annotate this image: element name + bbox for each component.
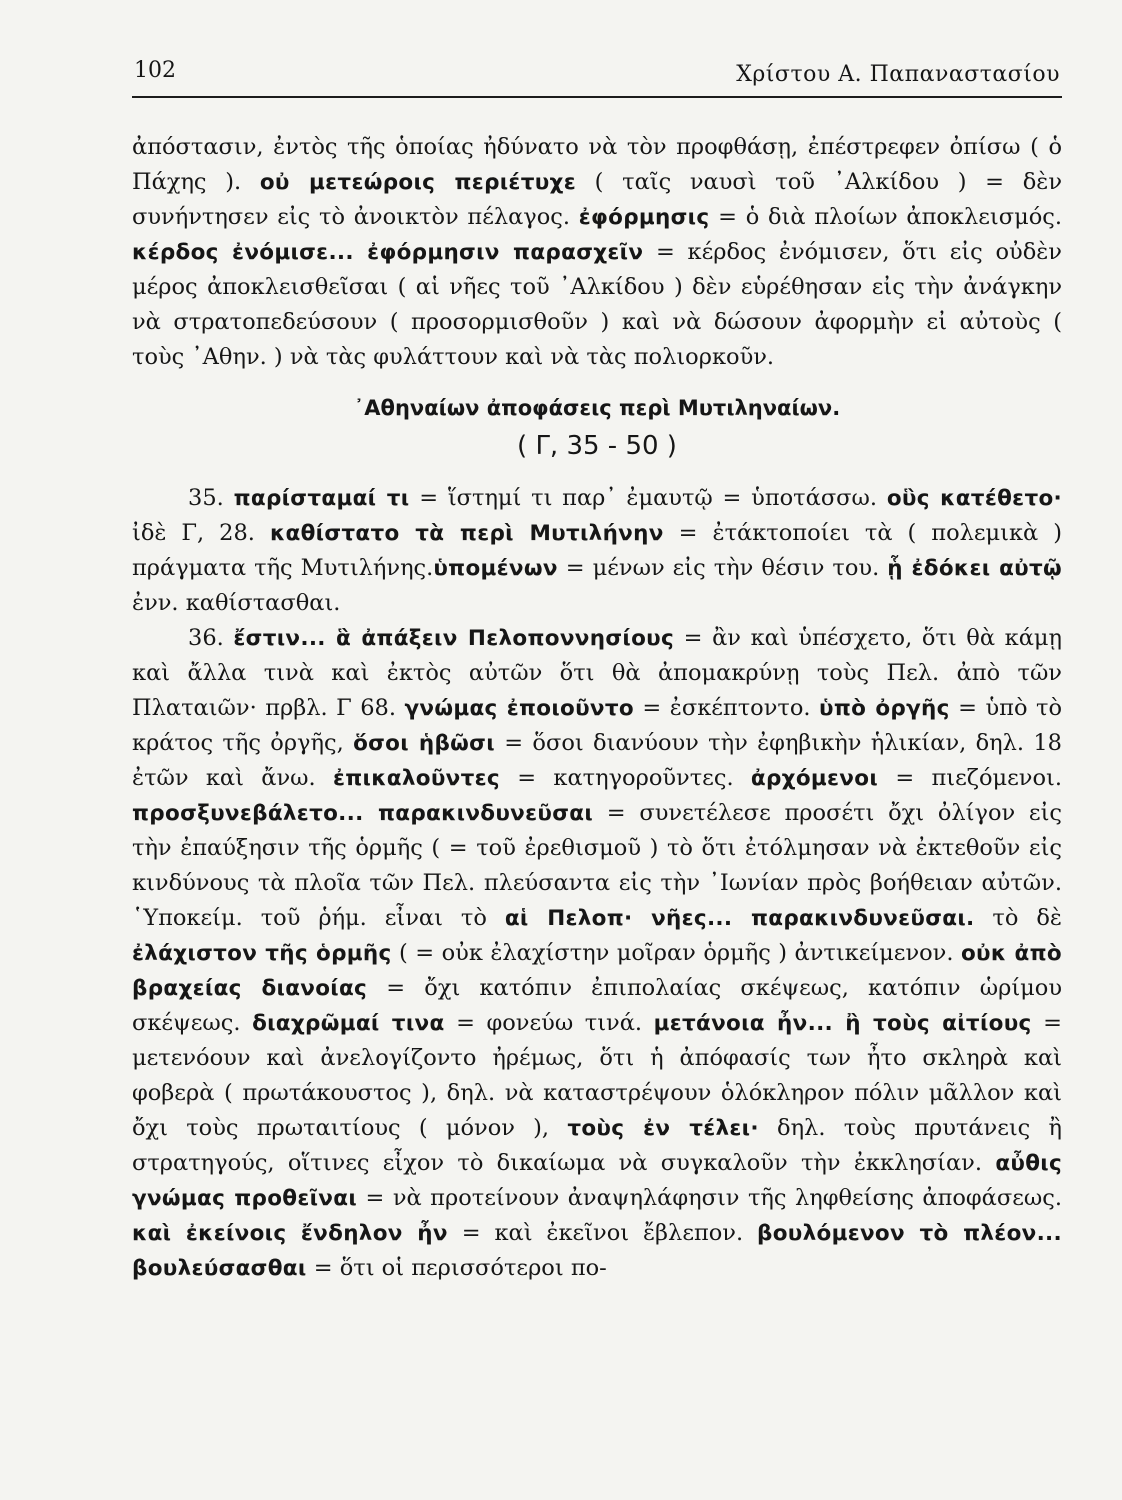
paragraph-36 (132, 621, 1062, 1286)
bold-lemma: ἐπικαλοῦντες (332, 766, 500, 791)
gloss-text: 35. (188, 485, 234, 511)
gloss-text: = νὰ προτείνουν ἀναψηλάφησιν τῆς ληφθείσης ἀποφάσεως. (357, 1185, 1062, 1211)
bold-lemma: οὐ μετεώροις περιέτυχε (259, 170, 576, 195)
bold-lemma: κέρδος ἐνόμισε... ἐφόρμησιν παρασχεῖν (132, 240, 644, 265)
bold-lemma: ᾗ ἐδόκει αὐτῷ (887, 556, 1062, 581)
bold-lemma: ὅσοι ἡβῶσι (353, 731, 495, 756)
gloss-text: τὸ δὲ (974, 905, 1062, 931)
gloss-text: ( ταῖς ναυσὶ τοῦ ᾽Αλκίδου ) = δὲν συνήντησεν εἰς τὸ ἀνοικτὸν πέλαγος. (132, 169, 1063, 230)
bold-lemma: τοὺς ἐν τέλει· (567, 1116, 759, 1141)
gloss-text: = μένων εἰς τὴν θέσιν του. (557, 555, 888, 581)
gloss-text: ἐνν. καθίστασθαι. (132, 590, 341, 616)
gloss-text: = καὶ ἐκεῖνοι ἔβλεπον. (447, 1220, 758, 1246)
gloss-text: = μετενόουν καὶ ἀνελογίζοντο ἠρέμως, ὅτι ἡ ἀπόφασίς των ἦτο σκληρὰ καὶ φοβερὰ ( πρωτάκουστος ), δηλ. νὰ καταστρέψουν ὁλόκληρον πόλιν μᾶλλον καὶ ὄχι τοὺς πρωταιτίους ( μόνον ), (132, 1010, 1063, 1141)
gloss-text: = ἐσκέπτοντο. (633, 695, 820, 721)
gloss-text: = φονεύω τινά. (444, 1010, 654, 1036)
gloss-text: = ἵστημί τι παρ᾽ ἐμαυτῷ = ὑποτάσσω. (409, 485, 887, 511)
bold-lemma: οὐκ ἀπὸ βραχείας διανοίας (132, 941, 1062, 1001)
gloss-text: = ὅσοι διανύουν τὴν ἐφηβικὴν ἡλικίαν, δηλ. 18 ἐτῶν καὶ ἄνω. (132, 730, 1063, 791)
gloss-text: = ἐτάκτοποίει τὰ ( πολεμικὰ ) πράγματα τῆς Μυτιλήνης. (132, 520, 1063, 581)
gloss-text: = ὁ διὰ πλοίων ἀποκλεισμός. (709, 204, 1062, 230)
bold-lemma: μετάνοια ἦν... ἢ τοὺς αἰτίους (653, 1011, 1032, 1036)
bold-lemma: ἐφόρμησις (578, 205, 710, 230)
bold-lemma: παρίσταμαί τι (233, 486, 410, 511)
bold-lemma: ὑπομένων (433, 556, 558, 581)
bold-lemma: καθίστατο τὰ περὶ Μυτιλήνην (269, 521, 664, 546)
bold-lemma: αὖθις γνώμας προθεῖναι (132, 1151, 1062, 1211)
bold-lemma: διαχρῶμαί τινα (252, 1011, 445, 1036)
section-reference: ( Γ, 35 - 50 ) (517, 431, 677, 461)
bold-lemma: καὶ ἐκείνοις ἔνδηλον ἦν (132, 1221, 448, 1246)
bold-lemma: βουλόμενον τὸ πλέον... βουλεύσασθαι (132, 1221, 1062, 1281)
bold-lemma: αἱ Πελοπ· νῆες... παρακινδυνεῦσαι. (504, 906, 975, 931)
gloss-text: δηλ. τοὺς πρυτάνεις ἢ στρατηγούς, οἵτινες εἶχον τὸ δικαίωμα νὰ συγκαλοῦν τὴν ἐκκλησίαν. (132, 1115, 1062, 1176)
gloss-text: = κατηγοροῦντες. (499, 765, 751, 791)
gloss-text: ἀπόστασιν, ἐντὸς τῆς ὁποίας ἠδύνατο νὰ τὸν προφθάσῃ, ἐπέστρεφεν ὀπίσω ( ὁ Πάχης ). (132, 134, 1062, 195)
running-head-author: Χρίστου Α. Παπαναστασίου (736, 62, 1060, 87)
gloss-text: ἰδὲ Γ, 28. (132, 520, 270, 546)
bold-lemma: ἀρχόμενοι (750, 766, 879, 791)
gloss-text: = ὑπὸ τὸ κράτος τῆς ὀργῆς, (132, 695, 1062, 756)
bold-lemma: ὑπὸ ὀργῆς (819, 696, 950, 721)
page-header (132, 56, 1062, 98)
paragraph-intro (132, 130, 1062, 375)
gloss-text: ( = οὐκ ἐλαχίστην μοῖραν ὁρμῆς ) ἀντικείμενον. (391, 940, 961, 966)
bold-lemma: γνώμας ἐποιοῦντο (404, 696, 634, 721)
gloss-text: = συνετέλεσε προσέτι ὄχι ὀλίγον εἰς τὴν ἐπαύξησιν τῆς ὁρμῆς ( = τοῦ ἐρεθισμοῦ ) τὸ ὅτι ἐτόλμησαν νὰ ἐκτεθοῦν εἰς κινδύνους τὰ πλοῖα τῶν Πελ. πλεύσαντα εἰς τὴν ᾽Ιωνίαν πρὸς βοήθειαν αὐτῶν. ῾Υποκείμ. τοῦ ῥήμ. εἶναι τὸ (132, 800, 1062, 931)
bold-lemma: οὓς κατέθετο· (886, 486, 1062, 511)
bold-lemma: ἔστιν... ἃ ἀπάξειν Πελοποννησίους (233, 626, 675, 651)
gloss-text: = ὄχι κατόπιν ἐπιπολαίας σκέψεως, κατόπιν ὡρίμου σκέψεως. (132, 975, 1062, 1036)
gloss-text: = πιεζόμενοι. (878, 765, 1062, 791)
gloss-text: = κέρδος ἐνόμισεν, ὅτι εἰς οὐδὲν μέρος ἀποκλεισθεῖσαι ( αἱ νῆες τοῦ ᾽Αλκίδου ) δὲν εὑρέθησαν εἰς τὴν ἀνάγκην νὰ στρατοπεδεύσουν ( προσορμισθοῦν ) καὶ νὰ δώσουν ἀφορμὴν εἰ αὐτοὺς ( τοὺς ᾽Αθην. ) νὰ τὰς φυλάττουν καὶ νὰ τὰς πολιορκοῦν. (132, 239, 1062, 370)
section-heading: ᾽Αθηναίων ἀποφάσεις περὶ Μυτιληναίων. (353, 396, 841, 420)
gloss-text: = ὅτι οἱ περισσότεροι πο- (306, 1255, 607, 1281)
page-number: 102 (134, 58, 176, 83)
bold-lemma: ἐλάχιστον τῆς ὁρμῆς (132, 941, 392, 966)
gloss-text: = ἂν καὶ ὑπέσχετο, ὅτι θὰ κάμῃ καὶ ἄλλα τινὰ καὶ ἐκτὸς αὐτῶν ὅτι θὰ ἀπομακρύνῃ τοὺς Πελ. ἀπὸ τῶν Πλαταιῶν· πρβλ. Γ 68. (132, 625, 1062, 721)
paragraph-35 (132, 481, 1062, 621)
gloss-text: 36. (188, 625, 234, 651)
page-body (132, 130, 1062, 1286)
bold-lemma: προσξυνεβάλετο... παρακινδυνεῦσαι (132, 801, 594, 826)
